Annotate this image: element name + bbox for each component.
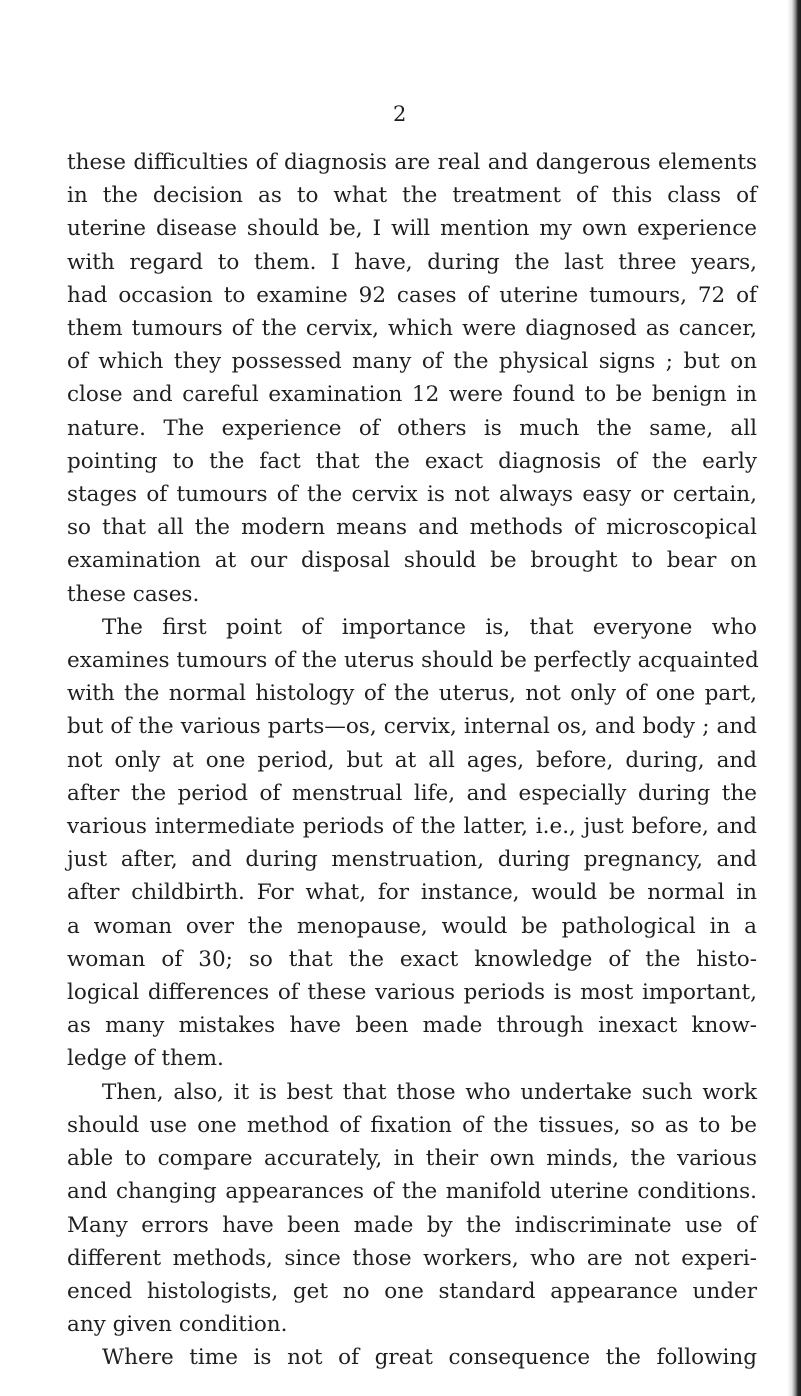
text-line: Then, also, it is best that those who undertake such work [102, 1079, 757, 1105]
text-line: able to compare accurately, in their own minds, the various [67, 1146, 757, 1172]
page-binding-edge [787, 0, 801, 1396]
text-line: uterine disease should be, I will mention my own experience [67, 216, 757, 242]
text-line: these difficulties of diagnosis are real and dangerous elements [67, 150, 757, 175]
text-line: Where time is not of great consequence the following [102, 1345, 757, 1371]
text-line: them tumours of the cervix, which were diagnosed as cancer, [67, 316, 757, 342]
text-line: after the period of menstrual life, and especially during the [67, 780, 757, 806]
text-line: Many errors have been made by the indiscriminate use of [67, 1212, 757, 1238]
text-line: had occasion to examine 92 cases of uterine tumours, 72 of [67, 282, 757, 308]
text-line: should use one method of fixation of the tissues, so as to be [67, 1112, 757, 1138]
text-line: examines tumours of the uterus should be perfectly acquainted [67, 648, 759, 674]
text-line: different methods, since those workers, who are not experi- [67, 1245, 757, 1271]
text-line: close and careful examination 12 were found to be benign in [67, 382, 757, 408]
text-line: so that all the modern means and methods of microscopical [67, 515, 757, 541]
text-line: after childbirth. For what, for instance, would be normal in [67, 880, 757, 906]
text-line: with regard to them. I have, during the last three years, [67, 249, 757, 275]
text-line: and changing appearances of the manifold uterine conditions. [67, 1179, 757, 1205]
text-line: various intermediate periods of the latter, i.e., just before, and [67, 814, 757, 840]
text-line: not only at one period, but at all ages, before, during, and [67, 747, 757, 773]
text-line: stages of tumours of the cervix is not always easy or certain, [67, 482, 757, 508]
text-line: but of the various parts—os, cervix, internal os, and body ; and [67, 714, 757, 740]
text-line: any given condition. [67, 1312, 288, 1338]
page-number: 2 [393, 102, 407, 126]
text-line: in the decision as to what the treatment of this class of [67, 183, 757, 209]
text-line: woman of 30; so that the exact knowledge of the histo- [67, 946, 757, 972]
text-line: of which they possessed many of the physical signs ; but on [67, 349, 757, 375]
text-line: examination at our disposal should be brought to bear on [67, 548, 757, 574]
text-line: The first point of importance is, that everyone who [102, 614, 757, 640]
text-line: as many mistakes have been made through inexact know- [67, 1013, 757, 1039]
text-line: these cases. [67, 581, 200, 607]
body-text [67, 146, 757, 1375]
text-line: logical differences of these various periods is most important, [67, 980, 757, 1006]
text-line: ledge of them. [67, 1046, 224, 1072]
text-line: a woman over the menopause, would be pathological in a [67, 913, 757, 939]
text-line: just after, and during menstruation, during pregnancy, and [67, 847, 757, 873]
text-line: nature. The experience of others is much the same, all [67, 415, 757, 441]
text-line: pointing to the fact that the exact diagnosis of the early [67, 448, 757, 474]
text-line: with the normal histology of the uterus, not only of one part, [67, 681, 757, 707]
text-line: enced histologists, get no one standard appearance under [67, 1278, 757, 1304]
